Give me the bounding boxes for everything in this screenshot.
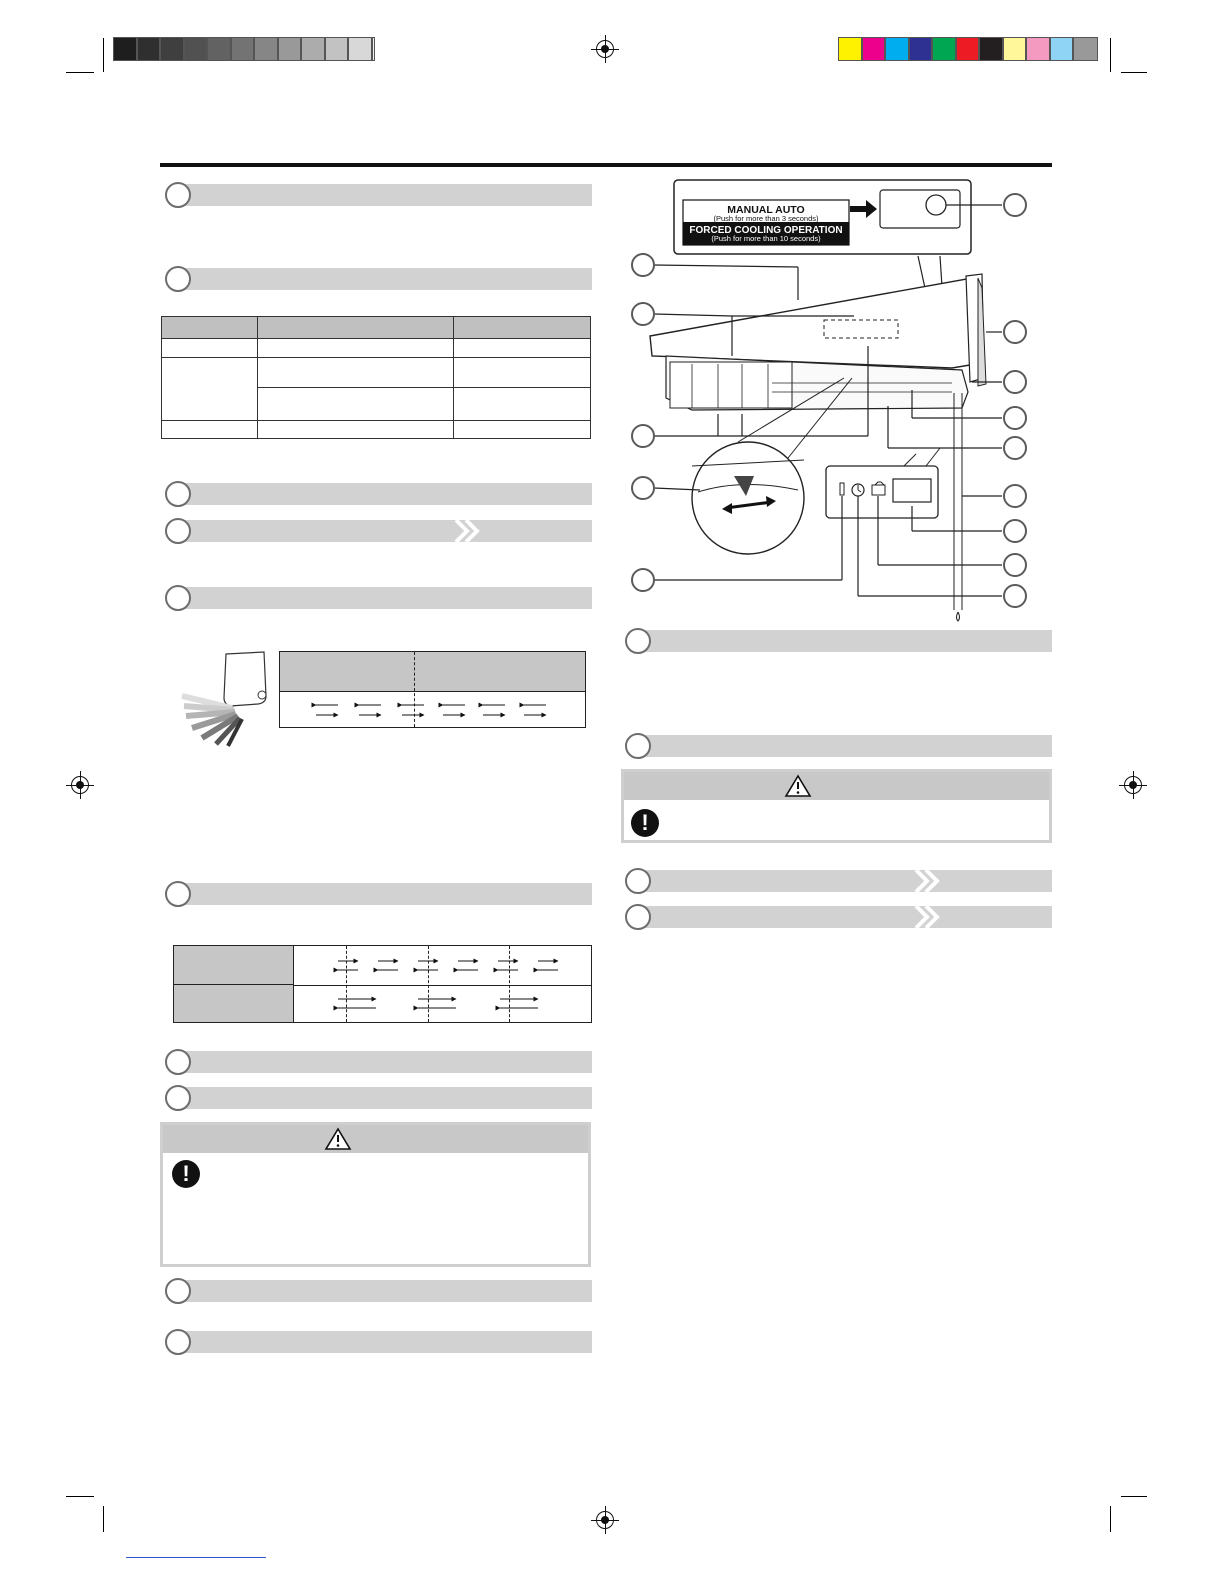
diagram-callout (1003, 406, 1027, 430)
section-bar (178, 1331, 592, 1353)
chevron-right-icon (912, 870, 946, 892)
section-bar (638, 630, 1052, 652)
louver-table-label-cell (174, 946, 294, 985)
table-header-cell (258, 317, 454, 339)
gray-swatch (113, 37, 137, 61)
section-bar-with-arrow (638, 870, 1052, 892)
section-bar-with-arrow (638, 906, 1052, 928)
color-swatch (885, 37, 909, 61)
gray-swatch (207, 37, 231, 61)
crop-mark (66, 72, 94, 73)
spec-table (161, 316, 591, 439)
gray-swatch (325, 37, 348, 61)
diagram-callout (631, 424, 655, 448)
table-cell (454, 421, 591, 439)
indoor-unit-diagram (622, 178, 1052, 623)
table-row (162, 339, 591, 358)
gray-swatch (254, 37, 278, 61)
table-cell (258, 358, 454, 388)
color-swatch (956, 37, 979, 61)
color-swatch (979, 37, 1003, 61)
section-number-circle (165, 881, 191, 907)
table-header-row (162, 317, 591, 339)
diagram-callout (1003, 193, 1027, 217)
table-row (162, 421, 591, 439)
louver-arrows-row-2 (294, 985, 591, 1022)
section-number-circle (625, 733, 651, 759)
diagram-callout (1003, 484, 1027, 508)
registration-mark-icon (596, 40, 614, 58)
forced-cooling-sub-label: (Push for more than 10 seconds) (711, 234, 821, 243)
diagram-callout (1003, 370, 1027, 394)
crop-mark (103, 1506, 104, 1532)
table-header-cell (162, 317, 258, 339)
section-number-circle (165, 182, 191, 208)
table-cell (258, 421, 454, 439)
table-cell (162, 421, 258, 439)
diagram-callout (1003, 436, 1027, 460)
section-bar (178, 1280, 592, 1302)
table-cell (454, 388, 591, 421)
louver-arrows-row-1 (294, 946, 591, 985)
diagram-callout (631, 476, 655, 500)
gray-swatch (348, 37, 372, 61)
crop-mark (1121, 72, 1147, 73)
crop-mark (1110, 1506, 1111, 1532)
section-bar-with-arrow (178, 520, 592, 542)
warning-triangle-icon (784, 774, 812, 798)
section-bar (178, 268, 592, 290)
section-number-circle (625, 904, 651, 930)
warning-header (163, 1125, 588, 1153)
swing-table (279, 651, 586, 728)
table-cell (258, 388, 454, 421)
table-cell (162, 339, 258, 358)
registration-mark-icon (1124, 776, 1142, 794)
manual-auto-sub-label: (Push for more than 3 seconds) (713, 214, 819, 223)
section-bar (178, 587, 592, 609)
color-swatch (932, 37, 956, 61)
diagram-callout (631, 302, 655, 326)
warning-triangle-icon (324, 1127, 352, 1151)
gray-swatch (184, 37, 207, 61)
table-row (162, 358, 591, 388)
louver-table-label-cell (174, 985, 294, 1022)
bottom-link-underline (126, 1557, 266, 1558)
section-number-circle (165, 481, 191, 507)
section-number-circle (625, 868, 651, 894)
registration-mark-icon (596, 1511, 614, 1529)
warning-box (621, 769, 1052, 843)
crop-mark (1121, 1496, 1147, 1497)
color-swatch (862, 37, 885, 61)
color-swatch (1026, 37, 1050, 61)
warning-header (624, 772, 1049, 800)
section-number-circle (165, 1329, 191, 1355)
color-swatch (1073, 37, 1098, 61)
gray-swatch (278, 37, 301, 61)
section-number-circle (165, 266, 191, 292)
swing-arrows-row (280, 692, 585, 727)
section-bar (178, 184, 592, 206)
exclamation-circle-icon: ! (172, 1160, 200, 1188)
section-number-circle (165, 1278, 191, 1304)
table-cell (454, 339, 591, 358)
section-bar (178, 883, 592, 905)
indoor-unit-airflow-illustration (178, 648, 274, 748)
swing-table-header (280, 652, 585, 692)
crop-mark (66, 1496, 94, 1497)
warning-box (160, 1122, 591, 1267)
crop-mark (1110, 38, 1111, 72)
diagram-callout (1003, 584, 1027, 608)
exclamation-circle-icon: ! (631, 809, 659, 837)
table-cell (454, 358, 591, 388)
table-header-cell (454, 317, 591, 339)
louver-table (173, 945, 592, 1023)
diagram-callout (631, 568, 655, 592)
section-number-circle (625, 628, 651, 654)
section-bar (638, 735, 1052, 757)
diagram-callout (1003, 519, 1027, 543)
gray-swatch (137, 37, 160, 61)
section-number-circle (165, 518, 191, 544)
diagram-callout (1003, 320, 1027, 344)
color-swatch (909, 37, 932, 61)
section-bar (178, 1087, 592, 1109)
section-number-circle (165, 585, 191, 611)
diagram-callout (1003, 553, 1027, 577)
gray-swatch (301, 37, 325, 61)
section-bar (178, 483, 592, 505)
gray-swatch (231, 37, 254, 61)
manual-auto-label: MANUAL AUTO (727, 204, 805, 216)
color-swatch (1003, 37, 1026, 61)
crop-mark (103, 38, 104, 72)
header-rule (160, 163, 1052, 167)
color-swatch (838, 37, 862, 61)
color-swatch (1050, 37, 1073, 61)
table-cell (162, 358, 258, 421)
chevron-right-icon (452, 520, 486, 542)
diagram-callout (631, 253, 655, 277)
table-cell (258, 339, 454, 358)
gray-swatch (372, 37, 375, 61)
section-number-circle (165, 1049, 191, 1075)
registration-mark-icon (71, 776, 89, 794)
gray-swatch (160, 37, 184, 61)
forced-cooling-label: FORCED COOLING OPERATION (689, 225, 843, 236)
section-bar (178, 1051, 592, 1073)
section-number-circle (165, 1085, 191, 1111)
chevron-right-icon (912, 906, 946, 928)
